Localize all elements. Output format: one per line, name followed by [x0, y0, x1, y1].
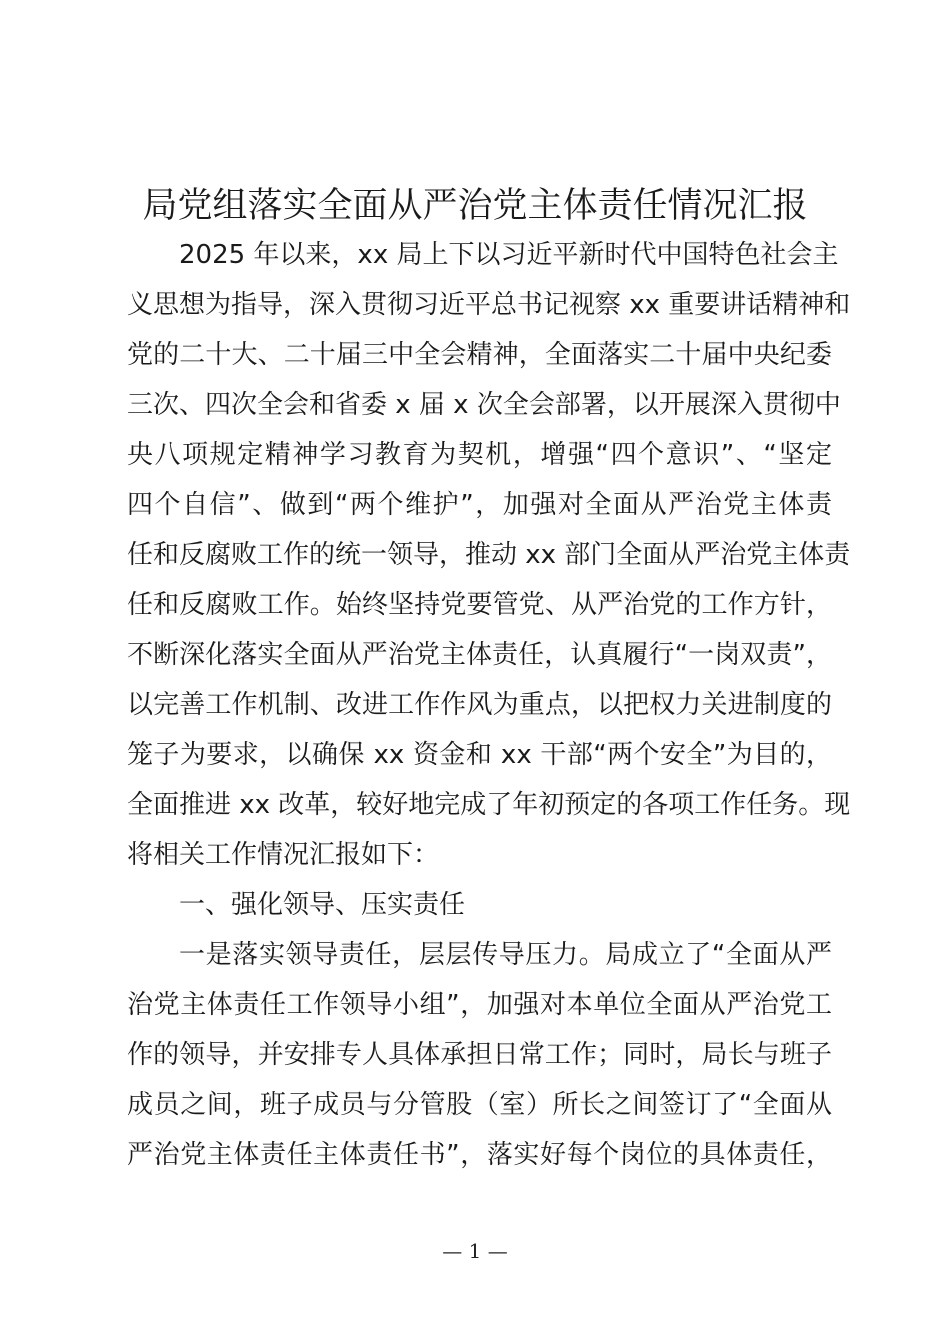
paragraph-line: 全面推进 xx 改革，较好地完成了年初预定的各项工作任务。现 [127, 790, 851, 820]
paragraph-line: 治党主体责任工作领导小组”，加强对本单位全面从严治党工 [127, 990, 832, 1020]
document-title: 局党组落实全面从严治党主体责任情况汇报 [142, 186, 808, 226]
section-heading: 一、强化领导、压实责任 [179, 890, 466, 920]
paragraph-line: 成员之间，班子成员与分管股（室）所长之间签订了“全面从 [127, 1090, 832, 1120]
paragraph-line: 任和反腐败工作。始终坚持党要管党、从严治党的工作方针， [127, 590, 832, 620]
paragraph-line: 义思想为指导，深入贯彻习近平总书记视察 xx 重要讲话精神和 [127, 290, 851, 320]
paragraph-line: 严治党主体责任主体责任书”，落实好每个岗位的具体责任， [127, 1140, 832, 1170]
paragraph-line: 一是落实领导责任，层层传导压力。局成立了“全面从严 [179, 940, 832, 970]
paragraph-line: 以完善工作机制、改进工作作风为重点，以把权力关进制度的 [127, 690, 832, 720]
paragraph-line: 党的二十大、二十届三中全会精神，全面落实二十届中央纪委 [127, 340, 832, 370]
paragraph-line: 四个自信”、做到“两个维护”，加强对全面从严治党主体责 [127, 490, 832, 520]
page-number: — 1 — [442, 1239, 508, 1263]
paragraph-line: 任和反腐败工作的统一领导，推动 xx 部门全面从严治党主体责 [127, 540, 851, 570]
paragraph-line: 央八项规定精神学习教育为契机，增强“四个意识”、“坚定 [127, 440, 832, 470]
paragraph-line: 作的领导，并安排专人具体承担日常工作；同时，局长与班子 [127, 1040, 832, 1070]
paragraph-line: 笼子为要求，以确保 xx 资金和 xx 干部“两个安全”为目的， [127, 740, 832, 770]
paragraph-line: 2025 年以来，xx 局上下以习近平新时代中国特色社会主 [179, 240, 839, 270]
paragraph-line: 将相关工作情况汇报如下： [127, 840, 440, 870]
paragraph-line: 三次、四次全会和省委 x 届 x 次全会部署，以开展深入贯彻中 [127, 390, 841, 420]
paragraph-line: 不断深化落实全面从严治党主体责任，认真履行“一岗双责”， [127, 640, 832, 670]
document-body [127, 230, 851, 1180]
